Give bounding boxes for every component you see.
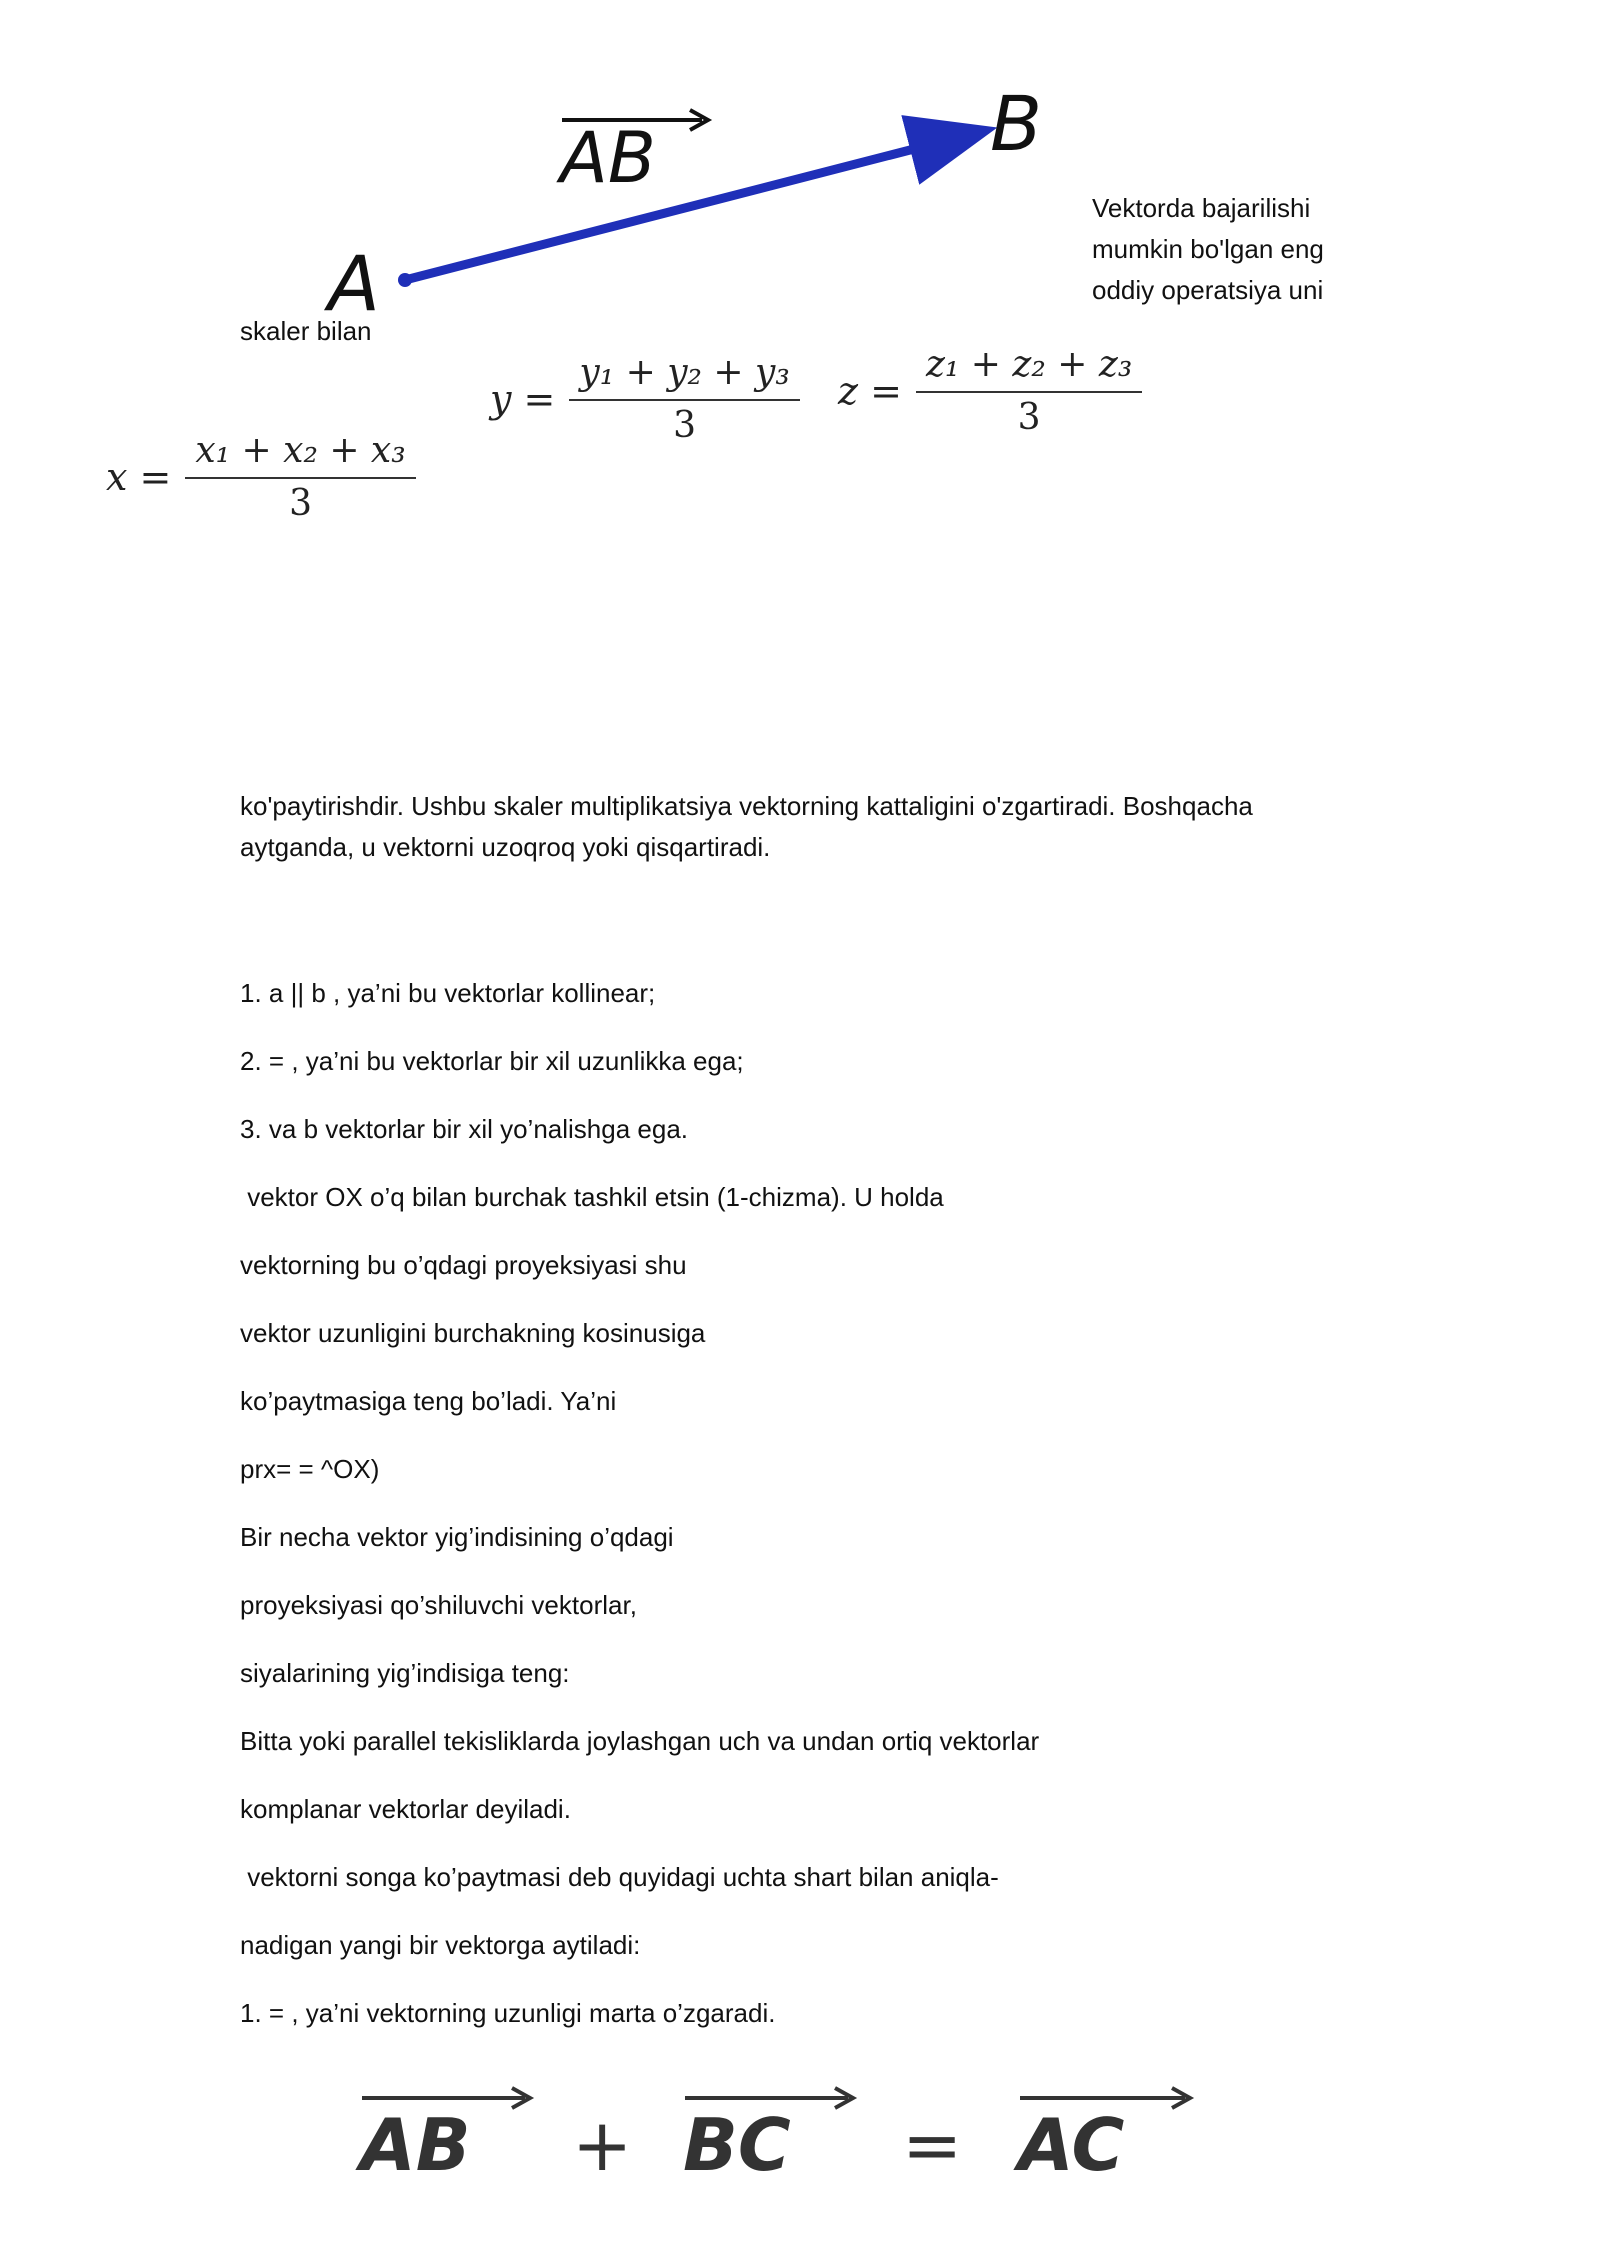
vector-ab-figure: [310, 90, 1090, 330]
body-paragraph: ko'paytirishdir. Ushbu skaler multiplikatsiya vektorning kattaligini o'zgartiradi. Boshqacha aytganda, u vektorni uzoqroq yoki qisqartiradi.: [240, 791, 1253, 862]
text-line-11: siyalarining yig’indisiga teng:: [240, 1658, 570, 1688]
formula-z-fraction: [916, 344, 1142, 438]
text-line-2: 2. = , ya’ni bu vektorlar bir xil uzunlikka ega;: [240, 1046, 744, 1076]
text-line-9: Bir necha vektor yig’indisining o’qdagi: [240, 1522, 674, 1552]
text-line-4: vektor OX o’q bilan burchak tashkil etsin (1-chizma). U holda: [240, 1182, 944, 1212]
point-b-label: B: [990, 90, 1043, 168]
formula-y-numerator: y₁ + y₂ + y₃: [569, 352, 799, 401]
text-line-16: 1. = , ya’ni vektorning uzunligi marta o’zgaradi.: [240, 1998, 776, 2028]
text-line-6: vektor uzunligini burchakning kosinusiga: [240, 1318, 706, 1348]
text-line-15: nadigan yangi bir vektorga aytiladi:: [240, 1930, 641, 1960]
text-line-7: ko’paytmasiga teng bo’ladi. Ya’ni: [240, 1386, 617, 1416]
vector-label: AB: [560, 117, 656, 199]
formula-x-denominator: 3: [289, 483, 312, 524]
equals-sign: =: [902, 2103, 963, 2187]
text-line-1: 1. a || b , ya’ni bu vektorlar kollinear;: [240, 978, 656, 1008]
formula-y-denominator: 3: [673, 405, 697, 446]
text-line-5: vektorning bu o’qdagi proyeksiyasi shu: [240, 1250, 687, 1280]
point-a-label: A: [328, 239, 380, 328]
term2: BC: [683, 2103, 791, 2187]
vector-arrow: [405, 132, 980, 280]
vector-sum-equation: [350, 2070, 1210, 2210]
formula-z-numerator: z₁ + z₂ + z₃: [916, 344, 1142, 393]
term1: AB: [360, 2103, 471, 2187]
formula-x-fraction: [185, 430, 415, 524]
result: AC: [1018, 2103, 1125, 2187]
formula-x: [106, 430, 416, 524]
text-line-12: Bitta yoki parallel tekisliklarda joylashgan uch va undan ortiq vektorlar: [240, 1726, 1040, 1756]
side-note: Vektorda bajarilishi mumkin bo'lgan eng oddiy operatsiya uni: [1092, 193, 1324, 305]
text-line-13: komplanar vektorlar deyiladi.: [240, 1794, 571, 1824]
formula-x-lhs: x =: [106, 455, 172, 499]
side-text-left: skaler bilan: [240, 316, 372, 346]
formula-y-lhs: y =: [490, 377, 556, 421]
text-line-8: prx= = ^OX): [240, 1454, 380, 1484]
formula-x-numerator: x₁ + x₂ + x₃: [185, 430, 415, 479]
formula-z: [838, 344, 1142, 438]
text-line-14: vektorni songa ko’paytmasi deb quyidagi uchta shart bilan aniqla-: [240, 1862, 999, 1892]
formula-y: [490, 352, 800, 446]
formula-y-fraction: [569, 352, 799, 446]
formula-z-lhs: z =: [838, 369, 902, 413]
text-line-3: 3. va b vektorlar bir xil yo’nalishga ega.: [240, 1114, 689, 1144]
plus-sign: +: [572, 2103, 633, 2187]
point-a-dot: [398, 273, 412, 287]
text-line-10: proyeksiyasi qo’shiluvchi vektorlar,: [240, 1590, 637, 1620]
formula-z-denominator: 3: [1017, 397, 1041, 438]
